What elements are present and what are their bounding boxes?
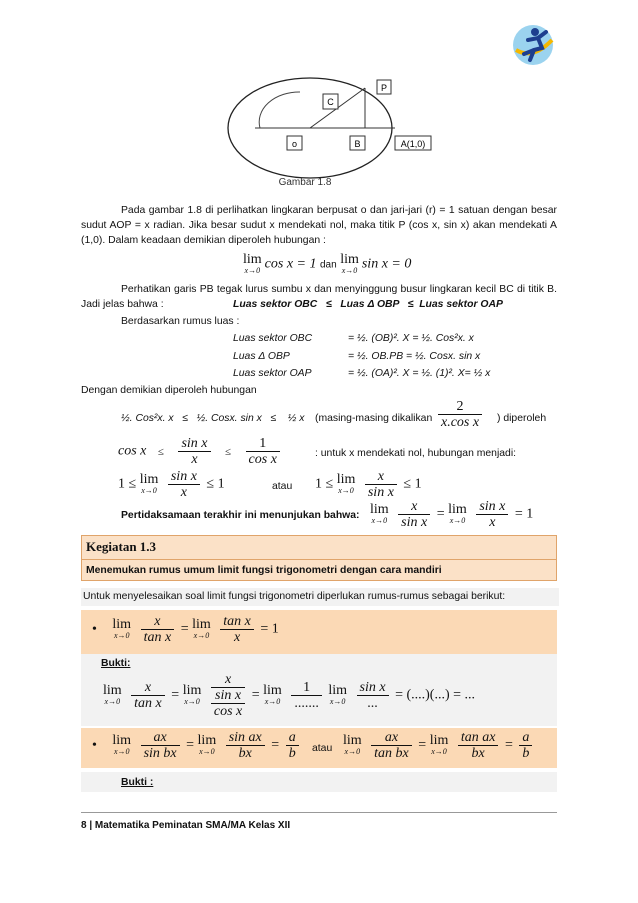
area-name-oap: Luas sektor OAP xyxy=(233,368,312,379)
runner-logo-icon xyxy=(508,20,558,70)
limit-inequality-1: 1 ≤ lim x→0 $\frac{\text{sin x}}{x}$ ≤ 1 xyxy=(118,469,225,500)
formula-intro: Untuk menyelesaikan soal limit fungsi trigonometri diperlukan rumus-rumus sebagai berikut: xyxy=(81,588,559,606)
circle-figure xyxy=(225,70,435,190)
atau-label-1: atau xyxy=(272,481,293,492)
area-formula-oap: = ½. (OA)². X = ½. (1)². X= ½ x xyxy=(348,368,491,379)
inequality-cos-note: : untuk x mendekati nol, hubungan menjadi: xyxy=(315,448,517,459)
figure-caption: Gambar 1.8 xyxy=(278,177,332,188)
area-name-obp: Luas Δ OBP xyxy=(233,351,290,362)
paragraph-1: Pada gambar 1.8 di perlihatkan lingkaran berpusat o dan jari-jari (r) = 1 satuan dengan besar sudut AOP = x radian. Jika besar sudut x mendekati nol, maka titik P (cos x, sin x) akan mendekati A (1,0). Dalam keadaan demikian diperoleh hubungan : xyxy=(81,205,557,246)
label-c: C xyxy=(327,97,334,107)
conclusion-text: Pertidaksamaan terakhir ini menunjukan bahwa: xyxy=(121,510,360,521)
label-b: B xyxy=(354,139,361,149)
kegiatan-title: Kegiatan 1.3 xyxy=(86,539,157,554)
multiply-fraction: $\frac{2}{\text{x.cos x}}$ xyxy=(435,399,485,430)
bukti-label-2: Bukti : xyxy=(121,777,154,788)
multiply-note: (masing-masing dikalikan xyxy=(315,413,433,424)
proof-equation: lim x→0 $\frac{x}{\text{tan x}}$ = lim x→0 x sin x cos x = lim x→0 1 ....... lim x→0 sin x ... = (....)(...) = ... xyxy=(103,672,476,719)
paragraph-4: Dengan demikian diperoleh hubungan xyxy=(81,385,257,396)
atau-label-2: atau xyxy=(312,743,333,754)
formula-1: • lim x→0 $\frac{x}{\text{tan x}}$ = lim x→0 $\frac{\text{tan x}}{x}$ = 1 xyxy=(92,614,279,645)
footer-divider xyxy=(81,812,557,813)
conclusion-equation: lim x→0 $\frac{x}{\text{sin x}}$ = lim x→0 $\frac{\text{sin x}}{x}$ = 1 xyxy=(370,499,534,530)
multiply-note-end: ) diperoleh xyxy=(497,413,547,424)
area-name-obc: Luas sektor OBC xyxy=(233,333,313,344)
inequality-cos: cos x ≤ $\frac{\text{sin x}}{x}$ ≤ $\frac{1}{\text{cos x}}$ xyxy=(118,436,283,467)
inequality-half: ½. Cos²x. x ≤ ½. Cosx. sin x ≤ ½ x xyxy=(121,413,305,424)
paragraph-2: Perhatikan garis PB tegak lurus sumbu x dan menyinggung busur lingkaran kecil BC di titik B. Jadi jelas bahwa : xyxy=(81,284,557,310)
label-o: o xyxy=(291,139,298,149)
area-formula-obp: = ½. OB.PB = ½. Cosx. sin x xyxy=(348,351,481,362)
bukti-label-1: Bukti: xyxy=(101,658,131,669)
small-arc xyxy=(259,92,300,128)
area-inequality: Luas sektor OBC ≤ Luas Δ OBP ≤ Luas sektor OAP xyxy=(233,299,503,310)
kegiatan-divider xyxy=(82,559,556,560)
label-a: A(1,0) xyxy=(400,139,426,149)
formula-2a: • lim x→0 $\frac{ax}{\text{sin bx}}$ = lim x→0 $\frac{\text{sin ax}}{bx}$ = $\frac{a}{b}$ xyxy=(92,730,302,761)
kegiatan-subtitle: Menemukan rumus umum limit fungsi trigonometri dengan cara mandiri xyxy=(86,565,442,576)
formula-2b: lim x→0 $\frac{ax}{\text{tan bx}}$ = lim x→0 $\frac{\text{tan ax}}{bx}$ = $\frac{a}{b}$ xyxy=(343,730,535,761)
area-formula-obc: = ½. (OB)². X = ½. Cos²x. x xyxy=(348,333,474,344)
label-p: P xyxy=(380,83,388,93)
equation-limits: lim x→0 cos x = 1 dan lim x→0 sin x = 0 xyxy=(243,252,412,275)
paragraph-3: Berdasarkan rumus luas : xyxy=(121,316,240,327)
limit-inequality-2: 1 ≤ lim x→0 $\frac{x}{\text{sin x}}$ ≤ 1 xyxy=(315,469,422,500)
footer-text: 8 | Matematika Peminatan SMA/MA Kelas XII xyxy=(81,820,291,831)
kegiatan-box xyxy=(81,535,557,581)
